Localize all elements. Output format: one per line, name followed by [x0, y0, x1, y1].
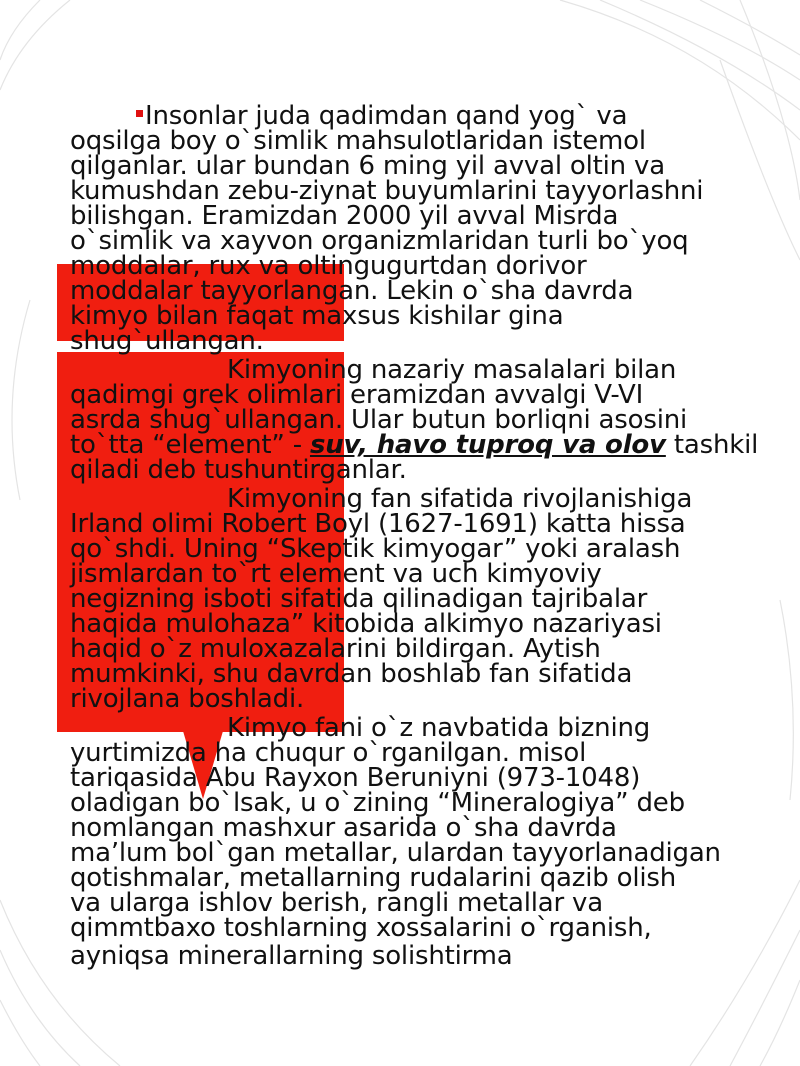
text-line: rivojlana boshladi. — [70, 684, 305, 714]
text-line: Kimyoning nazariy masalalari bilan — [227, 355, 677, 385]
text-line: jismlardan to`rt element va uch kimyoviy — [70, 559, 602, 589]
text-line: kumushdan zebu-ziynat buyumlarini tayyorlashni — [70, 176, 704, 206]
paragraph-1 — [70, 101, 775, 356]
text-line: haqida mulohaza” kitobida alkimyo nazariyasi — [70, 609, 662, 639]
text-line: bilishgan. Eramizdan 2000 yil avval Misrda — [70, 201, 619, 231]
text-line: moddalar, rux va oltingugurtdan dorivor — [70, 251, 587, 281]
paragraph-4 — [70, 713, 775, 971]
text-line: Kimyo fani o`z navbatida bizning — [227, 713, 651, 743]
text-span: to`tta “element” - — [70, 430, 310, 460]
text-line: nomlangan mashxur asarida o`sha davrda — [70, 813, 617, 843]
text-line: ma’lum bol`gan metallar, ulardan tayyorlanadigan — [70, 838, 721, 868]
paragraph-3 — [70, 484, 775, 714]
bullet-icon — [136, 110, 143, 117]
text-line: qilganlar. ular bundan 6 ming yil avval oltin va — [70, 151, 665, 181]
text-line: mumkinki, shu davrdan boshlab fan sifatida — [70, 659, 633, 689]
text-line: asrda shug`ullangan. Ular butun borliqni asosini — [70, 405, 688, 435]
text-line: o`simlik va xayvon organizmlaridan turli bo`yoq — [70, 226, 689, 256]
text-span: tashkil — [665, 430, 759, 460]
text-line: Kimyoning fan sifatida rivojlanishiga — [227, 484, 693, 514]
text-line: shug`ullangan. — [70, 326, 264, 356]
text-line: qo`shdi. Uning “Skeptik kimyogar” yoki aralash — [70, 534, 681, 564]
text-span: Insonlar juda qadimdan qand yog` va — [145, 101, 628, 131]
text-line: negizning isboti sifatida qilinadigan tajribalar — [70, 584, 648, 614]
paragraph-2 — [70, 355, 775, 485]
text-line: ayniqsa minerallarning solishtirma — [70, 941, 513, 971]
text-line: yurtimizda ha chuqur o`rganilgan. misol — [70, 738, 587, 768]
document-body — [70, 101, 775, 971]
text-line: oladigan bo`lsak, u o`zining “Mineralogiya” deb — [70, 788, 685, 818]
text-line: moddalar tayyorlangan. Lekin o`sha davrda — [70, 276, 634, 306]
text-line: qadimgi grek olimlari eramizdan avvalgi V-VI — [70, 380, 644, 410]
text-line: oqsilga boy o`simlik mahsulotlaridan istemol — [70, 126, 646, 156]
text-line: haqid o`z muloxazalarini bildirgan. Aytish — [70, 634, 601, 664]
text-line: kimyo bilan faqat maxsus kishilar gina — [70, 301, 564, 331]
text-line: Irland olimi Robert Boyl (1627-1691) katta hissa — [70, 509, 686, 539]
elements-emphasis: suv, havo tuproq va olov — [309, 430, 666, 460]
text-line: va ularga ishlov berish, rangli metallar va — [70, 888, 603, 918]
text-line: qimmtbaxo toshlarning xossalarini o`rganish, — [70, 913, 652, 943]
text-line: tariqasida Abu Rayxon Beruniyni (973-1048) — [70, 763, 641, 793]
text-line: qotishmalar, metallarning rudalarini qazib olish — [70, 863, 676, 893]
text-line: qiladi deb tushuntirganlar. — [70, 455, 407, 485]
